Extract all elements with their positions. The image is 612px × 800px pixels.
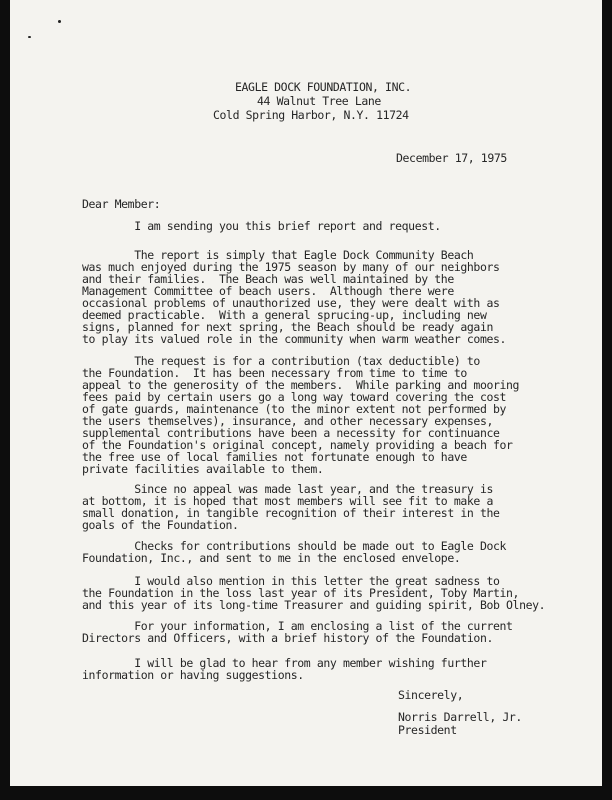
paragraph-line: small donation, in tangible recognition of their interest in the <box>82 506 500 520</box>
paragraph-line: I will be glad to hear from any member wishing further <box>82 656 487 670</box>
paragraph-line: and this year of its long-time Treasurer and guiding spirit, Bob Olney. <box>82 598 546 612</box>
signer-title: President <box>398 723 457 737</box>
paragraph-line: Directors and Officers, with a brief history of the Foundation. <box>82 631 493 645</box>
signer-name: Norris Darrell, Jr. <box>398 710 522 724</box>
valediction: Sincerely, <box>398 688 464 702</box>
paragraph-line: fees paid by certain users go a long way toward covering the cost <box>82 390 507 404</box>
paragraph-line: the free use of local families not fortunate enough to have <box>82 450 467 464</box>
paragraph-line: deemed practicable. With a general sprucing-up, including new <box>82 308 487 322</box>
letterhead-name: EAGLE DOCK FOUNDATION, INC. <box>235 80 412 94</box>
paragraph-line: Since no appeal was made last year, and the treasury is <box>82 482 493 496</box>
paragraph-line: the Foundation. It has been necessary from time to time to <box>82 366 467 380</box>
paragraph-line: at bottom, it is hoped that most members will see fit to make a <box>82 494 493 508</box>
paragraph-line: goals of the Foundation. <box>82 518 239 532</box>
salutation: Dear Member: <box>82 197 161 211</box>
paragraph-line: For your information, I am enclosing a list of the current <box>82 619 513 633</box>
paragraph-line: of the Foundation's original concept, namely providing a beach for <box>82 438 513 452</box>
paragraph-line: the Foundation in the loss last year of its President, Toby Martin, <box>82 586 520 600</box>
paragraph-line: Foundation, Inc., and sent to me in the enclosed envelope. <box>82 551 461 565</box>
paragraph-line: Management Committee of beach users. Although there were <box>82 284 454 298</box>
paragraph-line: The report is simply that Eagle Dock Community Beach <box>82 248 474 262</box>
paragraph-line: private facilities available to them. <box>82 462 324 476</box>
paragraph-line: information or having suggestions. <box>82 668 304 682</box>
paragraph-line: of gate guards, maintenance (to the minor extent not performed by <box>82 402 507 416</box>
paper-speck <box>28 36 31 38</box>
paragraph-line: the users themselves), insurance, and other necessary expenses, <box>82 414 493 428</box>
paragraph-line: I am sending you this brief report and request. <box>82 219 441 233</box>
paragraph-line: appeal to the generosity of the members. While parking and mooring <box>82 378 520 392</box>
paragraph-line: The request is for a contribution (tax deductible) to <box>82 354 480 368</box>
paragraph-line: signs, planned for next spring, the Beach should be ready again <box>82 320 493 334</box>
letter-page <box>10 0 602 786</box>
paragraph-line: to play its valued role in the community when warm weather comes. <box>82 332 507 346</box>
paragraph-line: occasional problems of unauthorized use, they were dealt with as <box>82 296 500 310</box>
paper-speck <box>58 20 61 23</box>
letterhead-city: Cold Spring Harbor, N.Y. 11724 <box>213 108 409 122</box>
paragraph-line: and their families. The Beach was well maintained by the <box>82 272 454 286</box>
paragraph-line: supplemental contributions have been a necessity for continuance <box>82 426 500 440</box>
paragraph-line: Checks for contributions should be made out to Eagle Dock <box>82 539 507 553</box>
paragraph-line: I would also mention in this letter the great sadness to <box>82 574 500 588</box>
letterhead-street: 44 Walnut Tree Lane <box>257 94 381 108</box>
paragraph-line: was much enjoyed during the 1975 season by many of our neighbors <box>82 260 500 274</box>
letter-date: December 17, 1975 <box>396 151 507 165</box>
